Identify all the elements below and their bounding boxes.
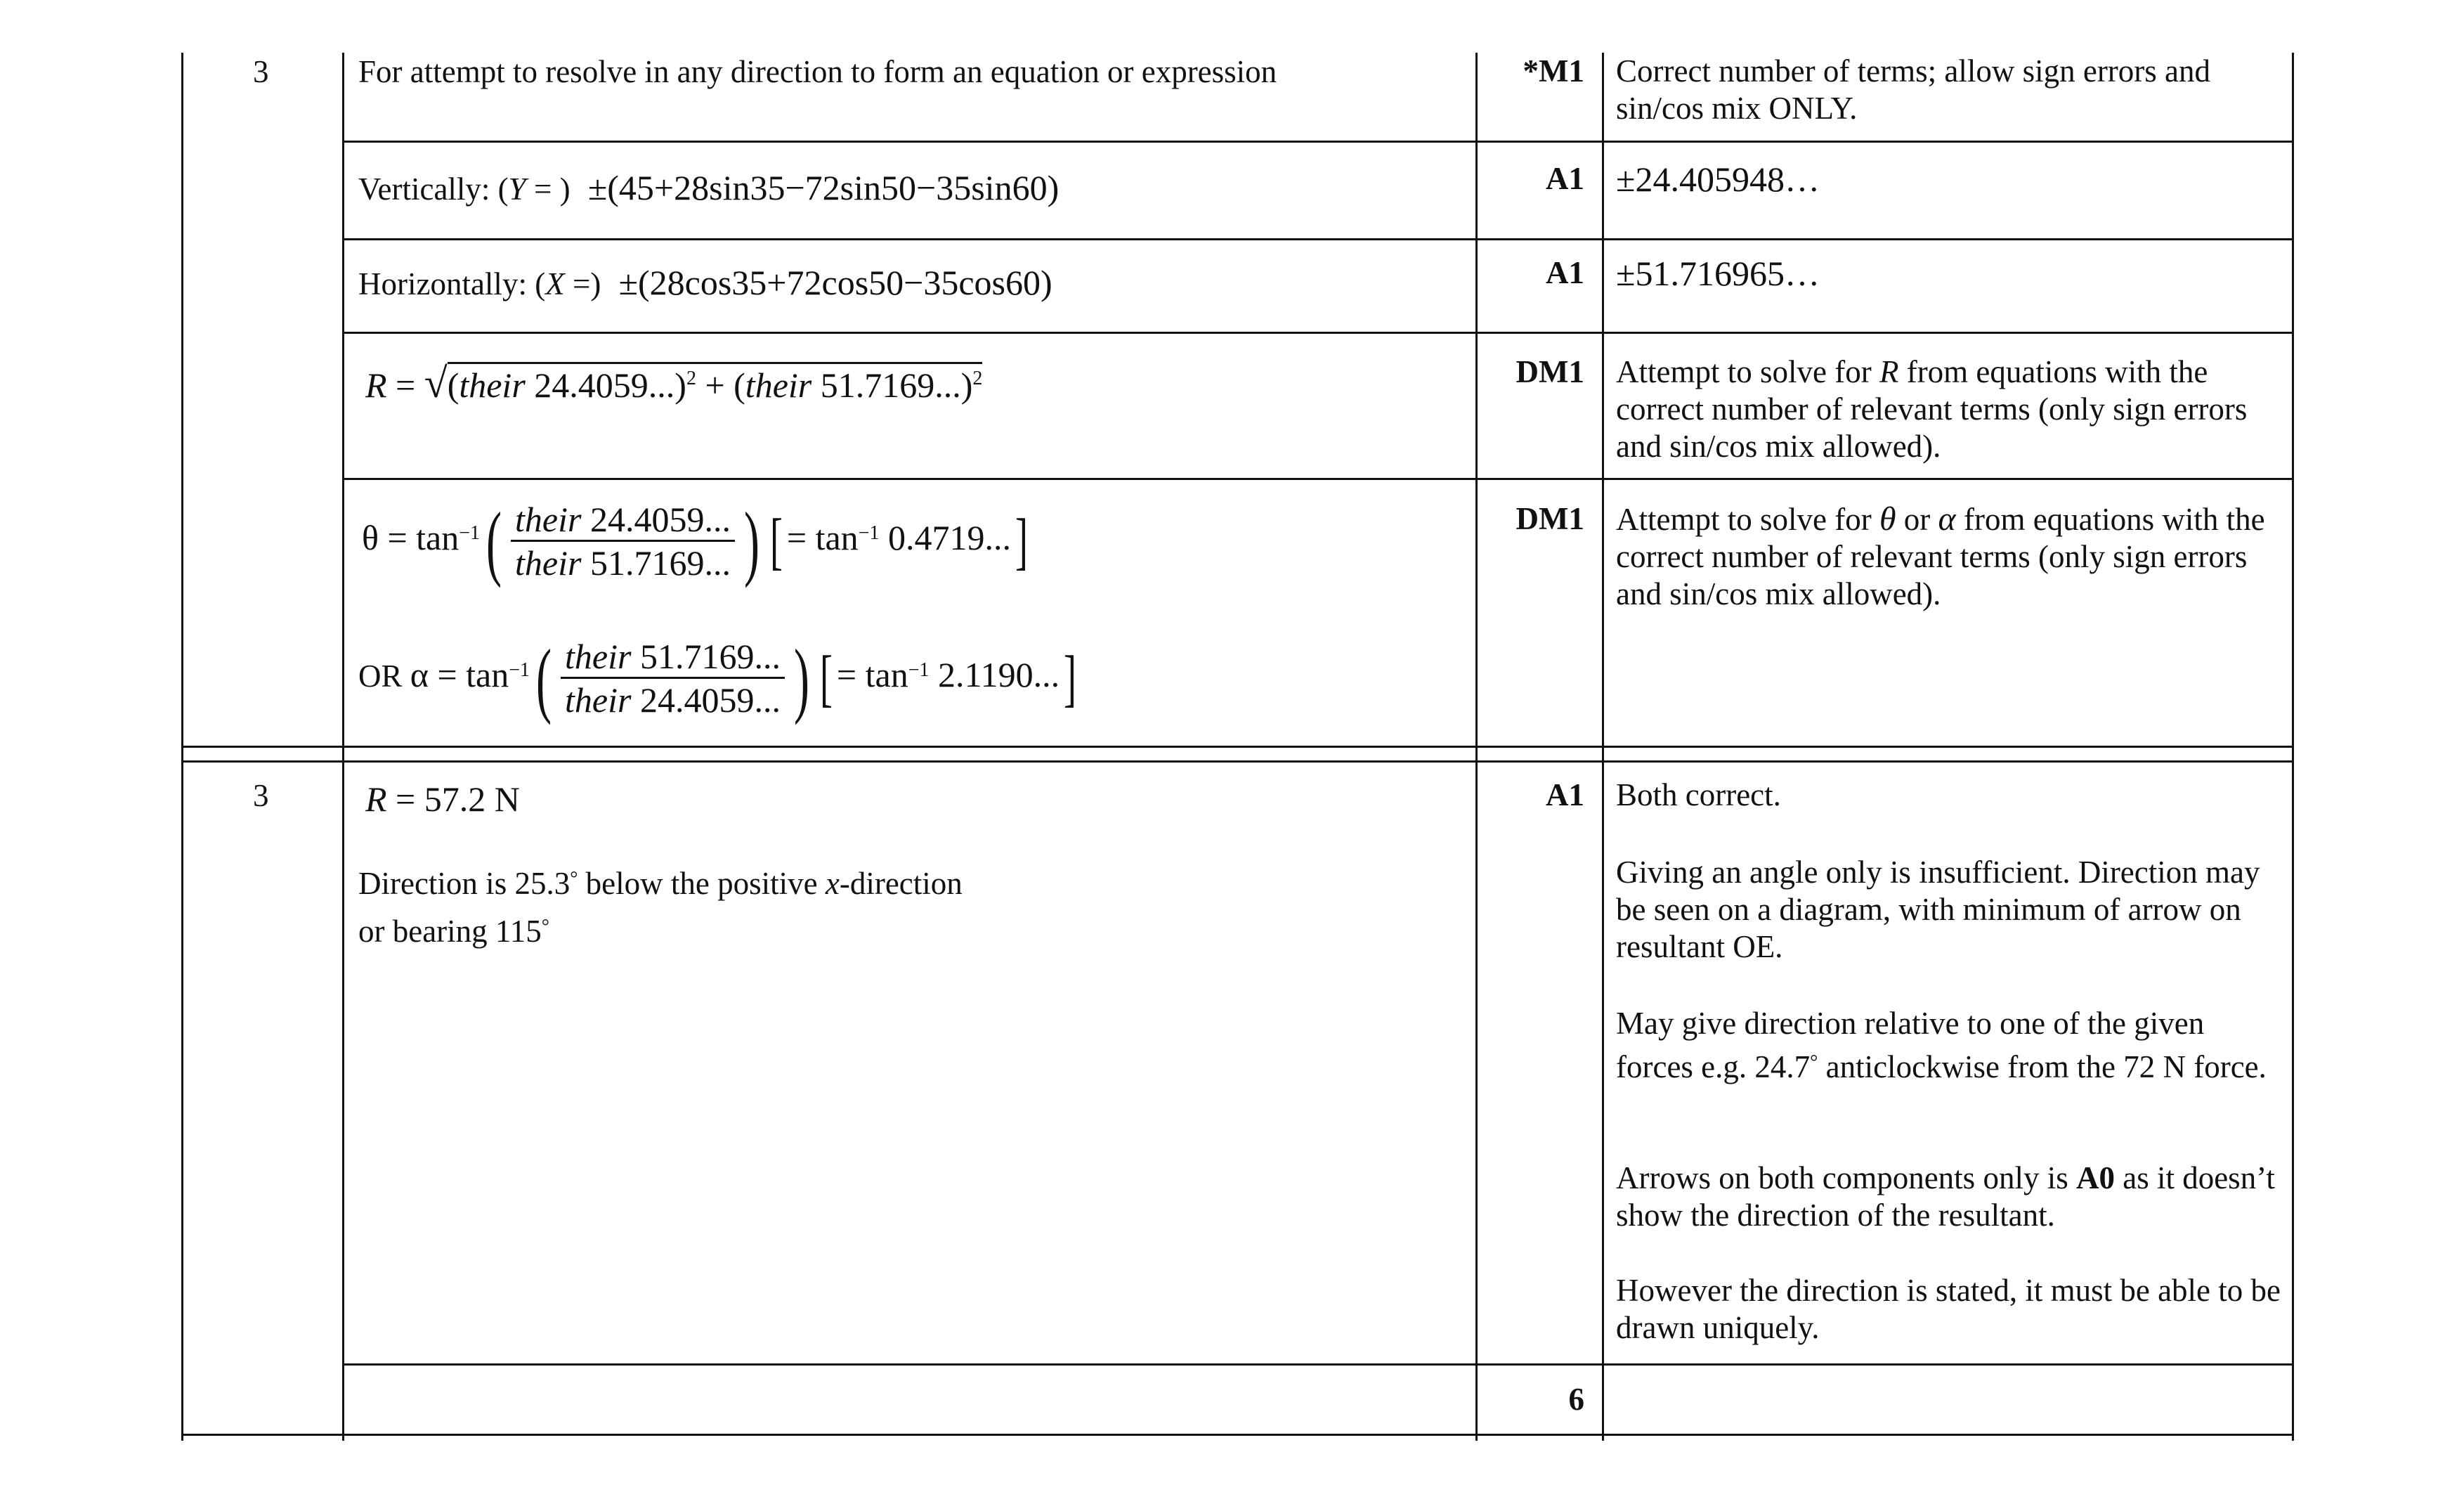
row-divider [342,478,2294,480]
resultant-magnitude-formula [365,360,983,406]
expression: ±(45+28sin35−72sin50−35sin60) [587,168,1060,207]
mark-code: A1 [1546,777,1584,812]
guidance-note-1: Both correct. [1616,777,1781,812]
answer-text: For attempt to resolve in any direction to form an equation or expression [358,54,1277,89]
or-label: OR [358,659,410,694]
mark-code: A1 [1546,255,1584,290]
mark-code: DM1 [1515,501,1584,536]
resultant-answer: R = 57.2 N [365,779,520,819]
label: Vertically: ( [358,171,509,207]
sqrt-sign: √ [424,360,448,406]
section-divider [181,760,2294,763]
guidance-note: Correct number of terms; allow sign errors and sin/cos mix ONLY. [1616,53,2211,126]
paren: ( [447,365,459,405]
row-divider [342,141,2294,143]
row-divider [342,332,2294,334]
alpha-lhs: α = tan [410,655,509,694]
theta-formula: $\theta = \tan^{-1}$( $\frac{\text{their 24.4059...}}{\text{their 51.7169...}}$ ) [ = $\tan^{-1} 0.4719$...] [362,494,1028,588]
guidance-note-5: However the direction is stated, it must be able to be drawn uniquely. [1616,1273,2281,1345]
square: 2 [972,368,983,389]
section-divider [181,746,2294,748]
bearing-answer: or bearing 115° [358,914,549,949]
fraction: $\frac{\text{their 24.4059...}}{\text{their 51.7169...}}$ [511,499,735,584]
label-end: =) [564,266,601,301]
term1: 24.4059...) [525,365,686,405]
variable: Y [508,171,526,207]
total-marks: 6 [1568,1382,1584,1417]
fraction: $\frac{\text{their 51.7169...}}{\text{their 24.4059...}}$ [561,636,785,721]
label-end: = ) [526,171,571,207]
guidance-note-4: Arrows on both components only is A0 as it doesn’t show the direction of the resultant. [1616,1160,2275,1233]
guidance-note: ±24.405948… [1616,160,1820,199]
variable: X [545,266,565,301]
mark-code: A1 [1546,161,1584,196]
mark-code: *M1 [1523,53,1584,89]
label: Horizontally: ( [358,266,546,301]
table-border-bottom [181,1434,2294,1436]
square: 2 [686,368,696,389]
direction-answer: Direction is 25.3° below the positive x-direction [358,866,963,901]
radicand [448,362,983,405]
plus: + ( [696,365,745,405]
vertical-resolution [358,169,1059,208]
horizontal-resolution [358,264,1052,303]
alpha-formula: OR $\alpha = \tan^{-1}$( $\frac{\text{their 51.7169...}}{\text{their 24.4059...}}$ ) [ = $\tan^{-1} 2.1190$...] [358,631,1077,725]
guidance-note: Attempt to solve for θ or α from equations with the correct number of relevant terms (only sign errors and sin/cos mix allowed). [1616,500,2265,611]
guidance-note: Attempt to solve for R from equations with the correct number of relevant terms (only sign errors and sin/cos mix allowed). [1616,354,2248,464]
guidance-note: ±51.716965… [1616,254,1820,293]
their-word: their [745,365,812,405]
theta-lhs: θ = tan [362,518,459,557]
question-number: 3 [253,54,269,89]
inverse: −1 [459,522,481,544]
equals: = [386,365,424,405]
guidance-note-3: May give direction relative to one of the given forces e.g. 24.7° anticlockwise from the 72 N force. [1616,1006,2267,1084]
r-symbol: R [365,365,387,405]
guidance-note-2: Giving an angle only is insufficient. Direction may be seen on a diagram, with minimum of arrow on resultant OE. [1616,855,2260,964]
question-number: 3 [253,778,269,813]
their-word: their [459,365,526,405]
row-divider [342,1363,2294,1366]
row-divider [342,238,2294,240]
expression: ±(28cos35+72cos50−35cos60) [618,263,1052,302]
mark-code: DM1 [1515,354,1584,389]
term2: 51.7169...) [811,365,973,405]
